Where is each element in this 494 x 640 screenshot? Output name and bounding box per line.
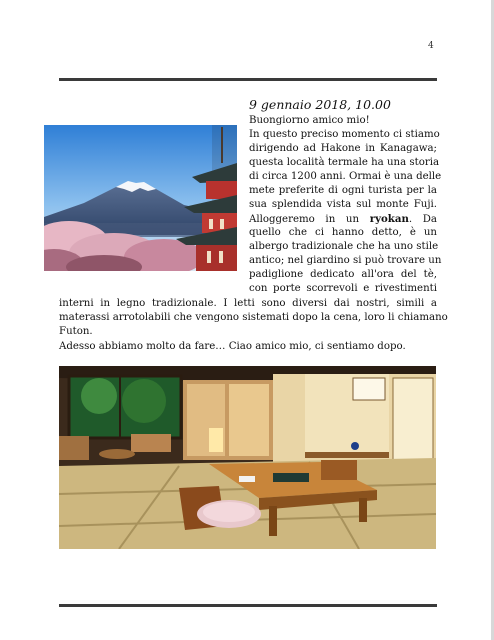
mount-fuji-image	[44, 125, 237, 271]
ryokan-room-image	[59, 366, 436, 549]
header-divider	[59, 78, 437, 81]
body-line: questa località termale ha una storia	[249, 157, 440, 168]
body-line-ryokan	[249, 212, 437, 227]
body-line: con porte scorrevoli e rivestimenti	[249, 283, 437, 294]
body-line: Futon.	[59, 326, 93, 337]
ryokan-term: ryokan	[369, 213, 409, 225]
body-line: antico; nel giardino si può trovare un	[249, 255, 442, 266]
mount-fuji-photo	[44, 125, 237, 271]
body-line: interni in legno tradizionale. I letti sono diversi dai nostri, simili a	[59, 298, 437, 309]
text-fragment: . Da	[408, 214, 437, 225]
ryokan-room-photo	[59, 366, 436, 549]
body-line: di circa 1200 anni. Ormai è una delle	[249, 171, 442, 182]
text-fragment: Alloggeremo in un	[249, 214, 370, 225]
body-line: albergo tradizionale che ha uno stile	[249, 241, 439, 252]
footer-divider	[59, 604, 437, 607]
page-number: 4	[428, 41, 434, 51]
closing-line: Adesso abbiamo molto da fare… Ciao amico mio, ci sentiamo dopo.	[59, 341, 406, 352]
body-line: mete preferite di ogni turista per la	[249, 185, 437, 196]
body-line: padiglione dedicato all'ora del tè,	[249, 269, 437, 280]
body-line: sua splendida vista sul monte Fuji.	[249, 199, 437, 210]
greeting: Buongiorno amico mio!	[249, 115, 370, 126]
entry-date: 9 gennaio 2018, 10.00	[249, 97, 391, 112]
body-line: materassi arrotolabili che vengono sistemati dopo la cena, loro li chiamano	[59, 312, 448, 323]
body-line: quello che ci hanno detto, è un	[249, 227, 437, 238]
body-line: dirigendo ad Hakone in Kanagawa;	[249, 143, 437, 154]
body-line: In questo preciso momento ci stiamo	[249, 129, 440, 140]
